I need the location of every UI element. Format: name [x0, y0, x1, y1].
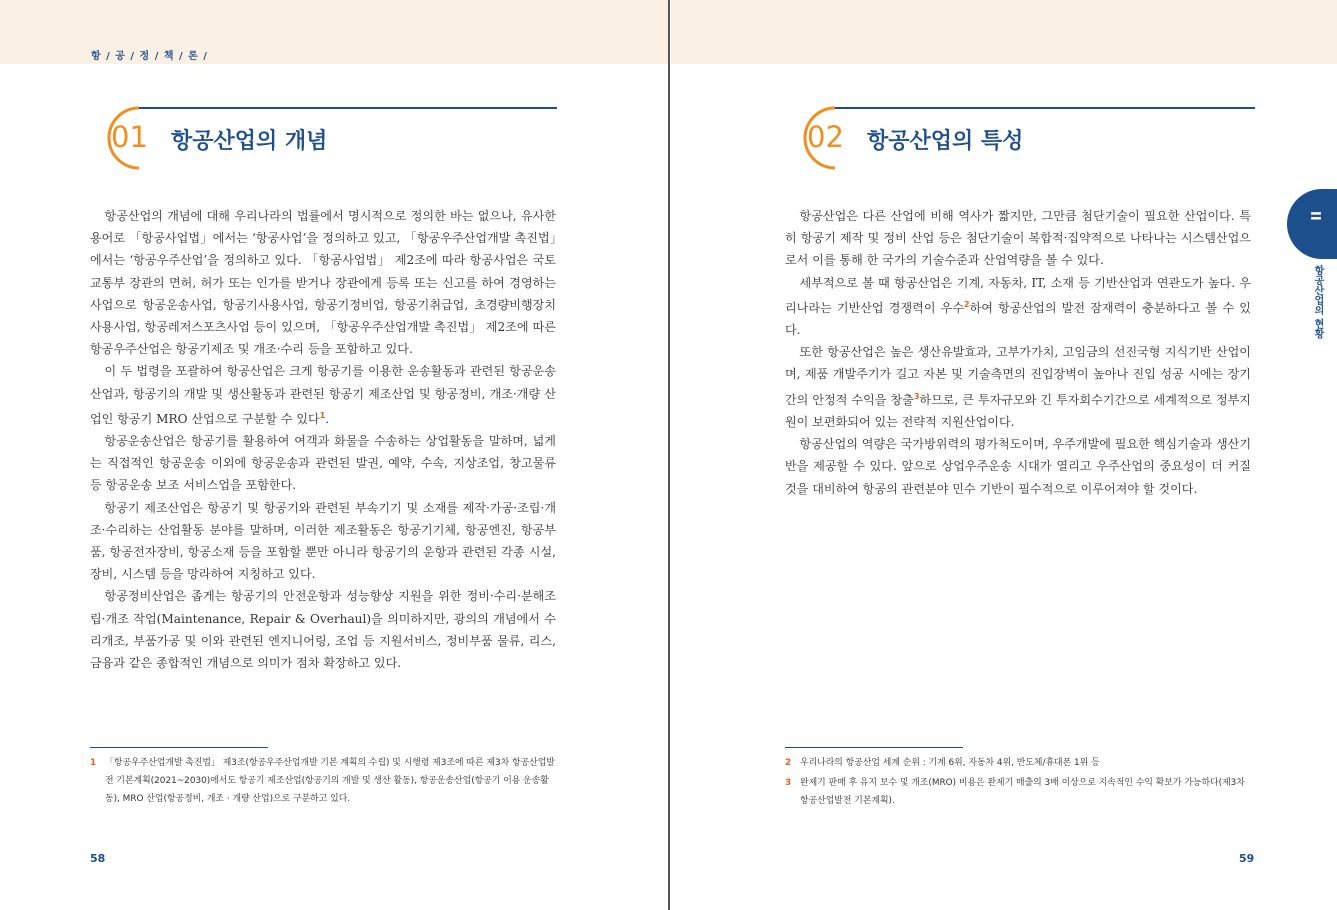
page-number: 58 [90, 852, 106, 865]
footnote-rule [90, 747, 268, 748]
footnote [785, 754, 1251, 772]
footnote-number: 3 [785, 778, 792, 788]
right-page [671, 0, 1337, 910]
footnote [90, 754, 556, 808]
footnote-text: 우리나라의 항공산업 세계 순위 : 기계 6위, 자동차 4위, 반도체/휴대폰 1위 등 [800, 758, 1100, 768]
section-rule [835, 107, 1255, 109]
chapter-label: 항공산업의 현황 [1312, 265, 1323, 339]
paragraph-text: 세부적으로 볼 때 항공산업은 기계, 자동차, IT, 소재 등 기반산업과 연관도가 높다. 우리나라는 기반산업 경쟁력이 우수 [785, 275, 1251, 315]
footnote-ref[interactable]: 3 [913, 391, 920, 401]
footnote-number: 1 [90, 758, 97, 768]
paragraph [785, 272, 1251, 342]
footnote-rule [785, 747, 963, 748]
paragraph: 항공산업의 역량은 국가방위력의 평가척도이며, 우주개발에 필요한 핵심기술과 생산기반을 제공할 수 있다. 앞으로 상업우주운송 시대가 열리고 우주산업의 중요성이 더 커질 것을 대비하여 항공의 관련분야 민수 기반이 필수적으로 이루어져야 할 것이다. [785, 437, 1251, 496]
section-number: 02 [807, 120, 844, 154]
paragraph [90, 360, 556, 430]
paragraph-tail: . [325, 411, 330, 426]
footnote-ref[interactable]: 2 [964, 299, 970, 309]
paragraph-text: 하므로, 큰 투자규모와 긴 투자회수기간으로 세계적으로 정부지원이 보편화되어 있는 전략적 지원산업이다. [785, 392, 1251, 429]
body-text [90, 205, 556, 674]
section-rule [139, 107, 557, 109]
section-title: 항공산업의 특성 [867, 129, 1024, 154]
section-title: 항공산업의 개념 [171, 129, 328, 154]
footnote-text: 「항공우주산업개발 촉진법」 제3조(항공우주산업개발 기본 계획의 수립) 및 시행령 제3조에 따른 제3차 항공산업발전 기본계획(2021~2030)에서도 항공기 제조산업(항공기의 개발 및 생산 활동), 항공운송산업(항공기 이용 운송활동), MRO 산업(항공정비, 개조 · 개량 산업)으로 구분하고 있다. [105, 758, 555, 804]
page-number: 59 [1239, 852, 1255, 865]
chapter-tab-number: II [1307, 211, 1322, 221]
section-number: 01 [111, 120, 148, 154]
section-heading [89, 100, 559, 180]
footnote-ref[interactable]: 1 [319, 410, 326, 420]
paragraph-text: 하여 항공산업의 발전 잠재력이 충분하다고 볼 수 있다. [785, 300, 1251, 338]
running-head: 항 / 공 / 정 / 책 / 론 / [91, 51, 208, 62]
footnote-text: 완제기 판매 후 유지 보수 및 개조(MRO) 비용은 완제기 매출의 3배 이상으로 지속적인 수익 확보가 가능하다(제3차 항공산업발전 기본계획). [800, 778, 1245, 806]
paragraph: 항공산업의 개념에 대해 우리나라의 법률에서 명시적으로 정의한 바는 없으나, 유사한 용어로 「항공사업법」에서는 ‘항공사업’을 정의하고 있고, 「항공우주산업개발 촉진법」에서는 ‘항공우주산업’을 정의하고 있다. 「항공사업법」 제2조에 따라 항공사업은 국토교통부 장관의 면허, 허가 또는 인가를 받거나 장관에게 등록 또는 신고를 하여 경영하는 사업으로 항공운송사업, 항공기사용사업, 항공기정비업, 항공기취급업, 초경량비행장치사용사업, 항공레저스포츠사업 등이 있으며, 「항공우주산업개발 촉진법」 제2조에 따른 항공우주산업은 항공기제조 및 개조·수리 등을 포함하고 있다. [90, 209, 556, 357]
paragraph [785, 341, 1251, 433]
paragraph: 항공기 제조산업은 항공기 및 항공기와 관련된 부속기기 및 소재를 제작·가공·조립·개조·수리하는 산업활동 분야를 말하며, 이러한 제조활동은 항공기기체, 항공엔진, 항공부품, 항공전자장비, 항공소재 등을 포함할 뿐만 아니라 항공기의 운항과 관련된 각종 시설, 장비, 시스템 등을 망라하여 지칭하고 있다. [90, 500, 556, 582]
body-text [785, 205, 1251, 500]
book-spine [668, 0, 670, 910]
paragraph-text: 또한 항공산업은 높은 생산유발효과, 고부가가치, 고임금의 선진국형 지식기반 산업이며, 제품 개발주기가 길고 자본 및 기술측면의 진입장벽이 높아나 진입 성공 시에는 장기간의 안정적 수익을 창출 [785, 345, 1251, 407]
footnotes [785, 754, 1251, 812]
paragraph: 항공운송산업은 항공기를 활용하여 여객과 화물을 수송하는 상업활동을 말하며, 넓게는 직접적인 항공운송 이외에 항공운송과 관련된 발권, 예약, 수속, 지상조업, 창고물류 등 항공운송 보조 서비스업을 포함한다. [90, 434, 556, 493]
footnote [785, 774, 1251, 810]
top-band [671, 0, 1337, 64]
section-heading [785, 100, 1257, 180]
footnotes [90, 754, 556, 810]
paragraph: 항공산업은 다른 산업에 비해 역사가 짧지만, 그만큼 첨단기술이 필요한 산업이다. 특히 항공기 제작 및 정비 산업 등은 첨단기술이 복합적·집약적으로 나타나는 시스템산업으로서 이를 통해 한 국가의 기술수준과 산업역량을 볼 수 있다. [785, 209, 1251, 268]
footnote-number: 2 [785, 758, 792, 768]
paragraph: 항공정비산업은 좁게는 항공기의 안전운항과 성능향상 지원을 위한 정비·수리·분해조립·개조 작업(Maintenance, Repair & Overhaul)을 의미하지만, 광의의 개념에서 수리개조, 부품가공 및 이와 관련된 엔지니어링, 조업 등 지원서비스, 정비부품 물류, 리스, 금융과 같은 종합적인 개념으로 의미가 점차 확장하고 있다. [90, 589, 556, 671]
paragraph-text: 이 두 법령을 포괄하여 항공산업은 크게 항공기를 이용한 운송활동과 관련된 항공운송산업과, 항공기의 개발 및 생산활동과 관련된 항공기 제조산업 및 항공정비, 개조·개량 산업인 항공기 MRO 산업으로 구분할 수 있다 [90, 364, 556, 426]
